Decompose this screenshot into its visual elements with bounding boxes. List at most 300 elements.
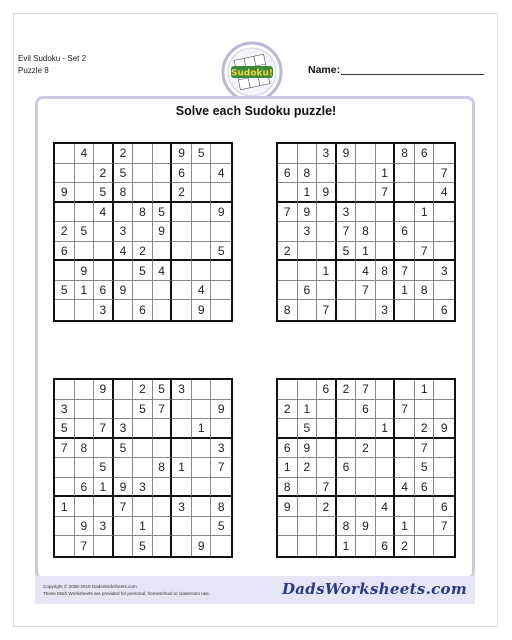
sudoku-cell[interactable] xyxy=(337,497,357,517)
sudoku-cell[interactable] xyxy=(153,281,173,301)
sudoku-cell[interactable] xyxy=(211,536,231,556)
sudoku-cell[interactable] xyxy=(317,281,337,301)
sudoku-cell[interactable] xyxy=(415,536,435,556)
sudoku-cell[interactable] xyxy=(75,164,95,184)
sudoku-cell: 9 xyxy=(172,144,192,164)
sudoku-cell[interactable] xyxy=(395,164,415,184)
sudoku-cell[interactable] xyxy=(55,380,75,400)
sudoku-cell: 5 xyxy=(133,536,153,556)
sudoku-cell: 5 xyxy=(94,458,114,478)
sudoku-cell[interactable] xyxy=(278,380,298,400)
sudoku-grid-4 xyxy=(276,378,456,558)
sudoku-cell[interactable] xyxy=(211,183,231,203)
sudoku-cell: 7 xyxy=(317,478,337,498)
sudoku-cell[interactable] xyxy=(356,164,376,184)
sudoku-cell[interactable] xyxy=(153,144,173,164)
sudoku-grid-3 xyxy=(53,378,233,558)
sudoku-cell[interactable] xyxy=(395,183,415,203)
sudoku-cell: 5 xyxy=(298,419,318,439)
sudoku-cell: 6 xyxy=(278,439,298,459)
sudoku-cell[interactable] xyxy=(337,281,357,301)
sudoku-cell[interactable] xyxy=(55,203,75,223)
sudoku-cell: 1 xyxy=(75,281,95,301)
sudoku-cell[interactable] xyxy=(211,261,231,281)
sudoku-cell: 9 xyxy=(211,400,231,420)
sudoku-cell: 7 xyxy=(356,380,376,400)
sudoku-cell[interactable] xyxy=(192,478,212,498)
sudoku-cell[interactable] xyxy=(153,242,173,262)
copyright-text: Copyright © 2008-2019 DadsWorksheets.com xyxy=(43,584,137,589)
sudoku-cell: 4 xyxy=(153,261,173,281)
sudoku-cell[interactable] xyxy=(395,242,415,262)
sudoku-cell[interactable] xyxy=(172,536,192,556)
sudoku-cell[interactable] xyxy=(211,281,231,301)
sudoku-cell[interactable] xyxy=(356,419,376,439)
sudoku-cell: 9 xyxy=(55,183,75,203)
sudoku-cell[interactable] xyxy=(317,203,337,223)
sudoku-cell[interactable] xyxy=(153,183,173,203)
sudoku-cell: 5 xyxy=(153,203,173,223)
sudoku-cell[interactable] xyxy=(55,478,75,498)
sudoku-cell[interactable] xyxy=(356,536,376,556)
sudoku-cell[interactable] xyxy=(434,478,454,498)
sudoku-cell[interactable] xyxy=(75,458,95,478)
sudoku-cell: 9 xyxy=(75,261,95,281)
sudoku-cell[interactable] xyxy=(75,380,95,400)
sudoku-grid-2 xyxy=(276,142,456,322)
sudoku-cell[interactable] xyxy=(153,517,173,537)
name-label: Name: xyxy=(308,64,341,76)
sudoku-cell[interactable] xyxy=(55,458,75,478)
sudoku-cell[interactable] xyxy=(415,517,435,537)
sudoku-cell[interactable] xyxy=(133,439,153,459)
sudoku-cell: 8 xyxy=(211,497,231,517)
sudoku-cell[interactable] xyxy=(356,478,376,498)
sudoku-cell[interactable] xyxy=(376,400,396,420)
sudoku-logo xyxy=(221,41,283,103)
sudoku-cell[interactable] xyxy=(278,419,298,439)
sudoku-cell[interactable] xyxy=(75,400,95,420)
sudoku-cell[interactable] xyxy=(317,419,337,439)
sudoku-cell: 6 xyxy=(172,164,192,184)
sudoku-cell[interactable] xyxy=(434,536,454,556)
sudoku-cell: 2 xyxy=(172,183,192,203)
sudoku-cell: 1 xyxy=(395,517,415,537)
sudoku-cell: 3 xyxy=(55,400,75,420)
sudoku-cell: 6 xyxy=(55,242,75,262)
sudoku-cell: 2 xyxy=(356,439,376,459)
sudoku-cell[interactable] xyxy=(114,380,134,400)
sudoku-cell: 5 xyxy=(415,458,435,478)
sudoku-cell: 5 xyxy=(114,439,134,459)
sudoku-cell[interactable] xyxy=(298,144,318,164)
sudoku-cell: 2 xyxy=(133,242,153,262)
sudoku-cell[interactable] xyxy=(192,458,212,478)
sudoku-cell: 5 xyxy=(337,242,357,262)
sudoku-cell[interactable] xyxy=(278,222,298,242)
sudoku-cell[interactable] xyxy=(278,536,298,556)
sudoku-cell[interactable] xyxy=(434,242,454,262)
sudoku-cell[interactable] xyxy=(278,517,298,537)
sudoku-cell[interactable] xyxy=(317,400,337,420)
sudoku-cell[interactable] xyxy=(55,517,75,537)
sudoku-cell: 9 xyxy=(153,222,173,242)
sudoku-cell: 3 xyxy=(317,144,337,164)
sudoku-cell[interactable] xyxy=(434,380,454,400)
sudoku-cell[interactable] xyxy=(192,242,212,262)
sudoku-cell: 8 xyxy=(114,183,134,203)
sudoku-cell[interactable] xyxy=(114,261,134,281)
logo-text: Sudoku! xyxy=(230,68,274,79)
sudoku-cell[interactable] xyxy=(434,144,454,164)
sudoku-cell[interactable] xyxy=(133,419,153,439)
sudoku-cell[interactable] xyxy=(278,183,298,203)
sudoku-cell[interactable] xyxy=(133,144,153,164)
sudoku-cell[interactable] xyxy=(337,183,357,203)
sudoku-cell: 7 xyxy=(434,517,454,537)
sudoku-cell[interactable] xyxy=(94,497,114,517)
sudoku-cell[interactable] xyxy=(55,536,75,556)
sudoku-cell[interactable] xyxy=(94,400,114,420)
sudoku-cell: 2 xyxy=(415,419,435,439)
sudoku-cell[interactable] xyxy=(133,497,153,517)
puzzle-label: Puzzle 8 xyxy=(18,66,49,75)
sudoku-cell[interactable] xyxy=(172,400,192,420)
sudoku-cell[interactable] xyxy=(211,419,231,439)
sudoku-cell[interactable] xyxy=(376,478,396,498)
sudoku-cell: 9 xyxy=(211,203,231,223)
sudoku-cell: 8 xyxy=(337,517,357,537)
sudoku-cell: 9 xyxy=(337,144,357,164)
sudoku-cell[interactable] xyxy=(337,261,357,281)
sudoku-cell: 3 xyxy=(94,517,114,537)
sudoku-cell[interactable] xyxy=(94,439,114,459)
sudoku-cell[interactable] xyxy=(317,242,337,262)
sudoku-cell: 7 xyxy=(211,458,231,478)
sudoku-cell: 3 xyxy=(337,203,357,223)
sudoku-cell[interactable] xyxy=(133,164,153,184)
sudoku-cell[interactable] xyxy=(278,281,298,301)
sudoku-cell[interactable] xyxy=(317,164,337,184)
sudoku-cell[interactable] xyxy=(133,281,153,301)
sudoku-cell: 8 xyxy=(395,144,415,164)
sudoku-cell[interactable] xyxy=(94,222,114,242)
sudoku-cell[interactable] xyxy=(278,261,298,281)
sudoku-cell[interactable] xyxy=(133,458,153,478)
sudoku-cell[interactable] xyxy=(172,478,192,498)
sudoku-cell[interactable] xyxy=(434,458,454,478)
sudoku-cell: 9 xyxy=(317,183,337,203)
sudoku-cell: 2 xyxy=(278,400,298,420)
sudoku-cell[interactable] xyxy=(278,144,298,164)
sudoku-cell[interactable] xyxy=(153,439,173,459)
sudoku-cell[interactable] xyxy=(337,164,357,184)
sudoku-cell: 7 xyxy=(415,439,435,459)
sudoku-cell[interactable] xyxy=(55,144,75,164)
sudoku-cell: 8 xyxy=(376,261,396,281)
sudoku-cell: 4 xyxy=(434,183,454,203)
sudoku-cell: 6 xyxy=(356,400,376,420)
footer-band xyxy=(35,576,475,604)
sudoku-cell[interactable] xyxy=(317,439,337,459)
sudoku-cell[interactable] xyxy=(434,400,454,420)
sudoku-cell: 9 xyxy=(298,203,318,223)
sudoku-cell: 4 xyxy=(114,242,134,262)
sudoku-cell[interactable] xyxy=(395,300,415,320)
sudoku-cell[interactable] xyxy=(298,300,318,320)
sudoku-cell[interactable] xyxy=(415,261,435,281)
sudoku-cell[interactable] xyxy=(434,281,454,301)
sudoku-cell[interactable] xyxy=(114,458,134,478)
sudoku-cell[interactable] xyxy=(75,419,95,439)
sudoku-cell: 2 xyxy=(133,380,153,400)
sudoku-cell[interactable] xyxy=(298,478,318,498)
sudoku-cell[interactable] xyxy=(298,536,318,556)
sudoku-cell[interactable] xyxy=(114,400,134,420)
sudoku-cell[interactable] xyxy=(356,144,376,164)
sudoku-cell: 8 xyxy=(133,203,153,223)
sudoku-cell: 1 xyxy=(133,517,153,537)
sudoku-cell[interactable] xyxy=(153,164,173,184)
sudoku-cell: 6 xyxy=(317,380,337,400)
sudoku-cell: 7 xyxy=(356,281,376,301)
sudoku-cell[interactable] xyxy=(211,222,231,242)
sudoku-cell[interactable] xyxy=(395,419,415,439)
sudoku-cell: 6 xyxy=(395,222,415,242)
sudoku-cell: 1 xyxy=(415,203,435,223)
sudoku-cell[interactable] xyxy=(94,242,114,262)
sudoku-cell[interactable] xyxy=(415,497,435,517)
sudoku-cell: 2 xyxy=(395,536,415,556)
sudoku-cell[interactable] xyxy=(192,261,212,281)
sudoku-cell[interactable] xyxy=(298,242,318,262)
sudoku-cell[interactable] xyxy=(192,497,212,517)
sudoku-cell[interactable] xyxy=(337,419,357,439)
set-title: Evil Sudoku - Set 2 xyxy=(18,54,87,63)
sudoku-cell: 1 xyxy=(356,242,376,262)
sudoku-cell: 9 xyxy=(192,536,212,556)
sudoku-cell[interactable] xyxy=(172,517,192,537)
sudoku-cell: 1 xyxy=(376,164,396,184)
sudoku-cell[interactable] xyxy=(153,497,173,517)
brand-logo: DadsWorksheets.com xyxy=(281,580,467,598)
sudoku-cell[interactable] xyxy=(395,497,415,517)
sudoku-cell: 2 xyxy=(55,222,75,242)
sudoku-cell[interactable] xyxy=(298,261,318,281)
sudoku-cell[interactable] xyxy=(356,183,376,203)
sudoku-cell[interactable] xyxy=(415,164,435,184)
sudoku-cell[interactable] xyxy=(55,164,75,184)
sudoku-cell: 9 xyxy=(94,380,114,400)
sudoku-cell[interactable] xyxy=(434,203,454,223)
sudoku-cell[interactable] xyxy=(172,300,192,320)
sudoku-cell[interactable] xyxy=(356,300,376,320)
sudoku-cell[interactable] xyxy=(75,497,95,517)
sudoku-cell[interactable] xyxy=(356,458,376,478)
sudoku-cell[interactable] xyxy=(376,439,396,459)
sudoku-cell: 9 xyxy=(114,281,134,301)
name-field-line[interactable] xyxy=(341,74,484,75)
sudoku-cell: 6 xyxy=(298,281,318,301)
sudoku-cell[interactable] xyxy=(376,242,396,262)
sudoku-cell[interactable] xyxy=(94,536,114,556)
sudoku-cell[interactable] xyxy=(211,380,231,400)
sudoku-cell[interactable] xyxy=(337,439,357,459)
sudoku-cell: 7 xyxy=(415,242,435,262)
sudoku-cell: 2 xyxy=(337,380,357,400)
sudoku-cell[interactable] xyxy=(133,183,153,203)
sudoku-cell[interactable] xyxy=(192,183,212,203)
sudoku-cell[interactable] xyxy=(211,300,231,320)
sudoku-cell[interactable] xyxy=(415,400,435,420)
sudoku-cell[interactable] xyxy=(192,517,212,537)
sudoku-cell[interactable] xyxy=(395,458,415,478)
sudoku-cell: 3 xyxy=(298,222,318,242)
sudoku-cell[interactable] xyxy=(114,300,134,320)
sudoku-cell: 7 xyxy=(376,183,396,203)
sudoku-cell: 1 xyxy=(278,458,298,478)
sudoku-cell: 9 xyxy=(278,497,298,517)
sudoku-cell[interactable] xyxy=(337,478,357,498)
sudoku-cell[interactable] xyxy=(415,183,435,203)
header-info xyxy=(18,53,86,77)
sudoku-cell: 1 xyxy=(298,400,318,420)
sudoku-cell: 7 xyxy=(278,203,298,223)
sudoku-cell: 5 xyxy=(192,144,212,164)
sudoku-cell[interactable] xyxy=(395,439,415,459)
sudoku-cell[interactable] xyxy=(172,242,192,262)
sudoku-cell[interactable] xyxy=(94,144,114,164)
sudoku-cell[interactable] xyxy=(376,281,396,301)
sudoku-cell[interactable] xyxy=(192,203,212,223)
sudoku-cell[interactable] xyxy=(415,300,435,320)
sudoku-cell[interactable] xyxy=(434,439,454,459)
sudoku-cell[interactable] xyxy=(55,300,75,320)
sudoku-cell[interactable] xyxy=(75,242,95,262)
sudoku-cell[interactable] xyxy=(356,497,376,517)
sudoku-cell: 4 xyxy=(395,478,415,498)
sudoku-cell: 5 xyxy=(133,400,153,420)
sudoku-cell[interactable] xyxy=(317,517,337,537)
sudoku-cell[interactable] xyxy=(376,222,396,242)
sudoku-cell[interactable] xyxy=(298,497,318,517)
sudoku-cell: 6 xyxy=(133,300,153,320)
sudoku-cell: 8 xyxy=(75,439,95,459)
sudoku-cell[interactable] xyxy=(337,400,357,420)
sudoku-cell: 5 xyxy=(153,380,173,400)
sudoku-cell: 3 xyxy=(172,497,192,517)
sudoku-cell[interactable] xyxy=(192,400,212,420)
sudoku-cell[interactable] xyxy=(114,517,134,537)
sudoku-cell: 6 xyxy=(278,164,298,184)
sudoku-cell: 4 xyxy=(356,261,376,281)
sudoku-cell[interactable] xyxy=(376,380,396,400)
sudoku-cell[interactable] xyxy=(376,517,396,537)
sudoku-cell: 8 xyxy=(278,478,298,498)
sudoku-cell: 3 xyxy=(133,478,153,498)
sudoku-cell: 1 xyxy=(55,497,75,517)
sudoku-cell[interactable] xyxy=(172,261,192,281)
sudoku-cell: 5 xyxy=(211,242,231,262)
sudoku-cell[interactable] xyxy=(317,536,337,556)
sudoku-cell[interactable] xyxy=(114,536,134,556)
sudoku-cell: 9 xyxy=(75,517,95,537)
sudoku-cell: 5 xyxy=(114,164,134,184)
sudoku-cell[interactable] xyxy=(153,419,173,439)
sudoku-cell: 1 xyxy=(192,419,212,439)
sudoku-cell: 1 xyxy=(94,478,114,498)
sudoku-cell: 5 xyxy=(94,183,114,203)
sudoku-cell[interactable] xyxy=(395,380,415,400)
sudoku-cell: 7 xyxy=(395,400,415,420)
sudoku-cell: 1 xyxy=(337,536,357,556)
sudoku-cell[interactable] xyxy=(153,536,173,556)
sudoku-cell: 2 xyxy=(278,242,298,262)
sudoku-cell: 6 xyxy=(415,478,435,498)
sudoku-cell[interactable] xyxy=(298,380,318,400)
sudoku-cell[interactable] xyxy=(376,144,396,164)
sudoku-cell[interactable] xyxy=(192,380,212,400)
sudoku-cell: 3 xyxy=(172,380,192,400)
sudoku-cell[interactable] xyxy=(172,439,192,459)
sudoku-cell: 7 xyxy=(114,497,134,517)
sudoku-cell[interactable] xyxy=(172,419,192,439)
sudoku-cell[interactable] xyxy=(211,478,231,498)
sudoku-cell[interactable] xyxy=(153,300,173,320)
sudoku-cell[interactable] xyxy=(55,261,75,281)
sudoku-cell[interactable] xyxy=(376,203,396,223)
sudoku-cell[interactable] xyxy=(114,203,134,223)
sudoku-cell[interactable] xyxy=(337,300,357,320)
sudoku-cell[interactable] xyxy=(172,203,192,223)
sudoku-cell[interactable] xyxy=(211,144,231,164)
sudoku-cell: 4 xyxy=(94,203,114,223)
sudoku-cell[interactable] xyxy=(153,478,173,498)
sudoku-cell[interactable] xyxy=(376,458,396,478)
sudoku-cell[interactable] xyxy=(75,300,95,320)
sudoku-cell[interactable] xyxy=(317,222,337,242)
sudoku-cell[interactable] xyxy=(395,203,415,223)
sudoku-cell[interactable] xyxy=(298,517,318,537)
sudoku-cell[interactable] xyxy=(356,203,376,223)
sudoku-cell[interactable] xyxy=(192,222,212,242)
sudoku-cell: 5 xyxy=(133,261,153,281)
sudoku-cell[interactable] xyxy=(434,222,454,242)
sudoku-cell[interactable] xyxy=(94,261,114,281)
sudoku-cell: 8 xyxy=(415,281,435,301)
sudoku-cell: 7 xyxy=(153,400,173,420)
sudoku-cell[interactable] xyxy=(415,222,435,242)
sudoku-cell[interactable] xyxy=(192,439,212,459)
sudoku-cell: 1 xyxy=(395,281,415,301)
sudoku-cell: 5 xyxy=(75,222,95,242)
sudoku-cell[interactable] xyxy=(172,281,192,301)
sudoku-cell: 3 xyxy=(94,300,114,320)
footer-text xyxy=(43,583,210,597)
sudoku-cell: 6 xyxy=(434,497,454,517)
sudoku-cell[interactable] xyxy=(317,458,337,478)
sudoku-cell[interactable] xyxy=(75,203,95,223)
sudoku-cell[interactable] xyxy=(75,183,95,203)
sudoku-cell: 7 xyxy=(434,164,454,184)
sudoku-cell[interactable] xyxy=(133,222,153,242)
sudoku-cell[interactable] xyxy=(172,222,192,242)
sudoku-cell[interactable] xyxy=(192,164,212,184)
sudoku-cell: 7 xyxy=(94,419,114,439)
sudoku-cell: 4 xyxy=(211,164,231,184)
sudoku-cell: 9 xyxy=(356,517,376,537)
sudoku-cell: 6 xyxy=(94,281,114,301)
